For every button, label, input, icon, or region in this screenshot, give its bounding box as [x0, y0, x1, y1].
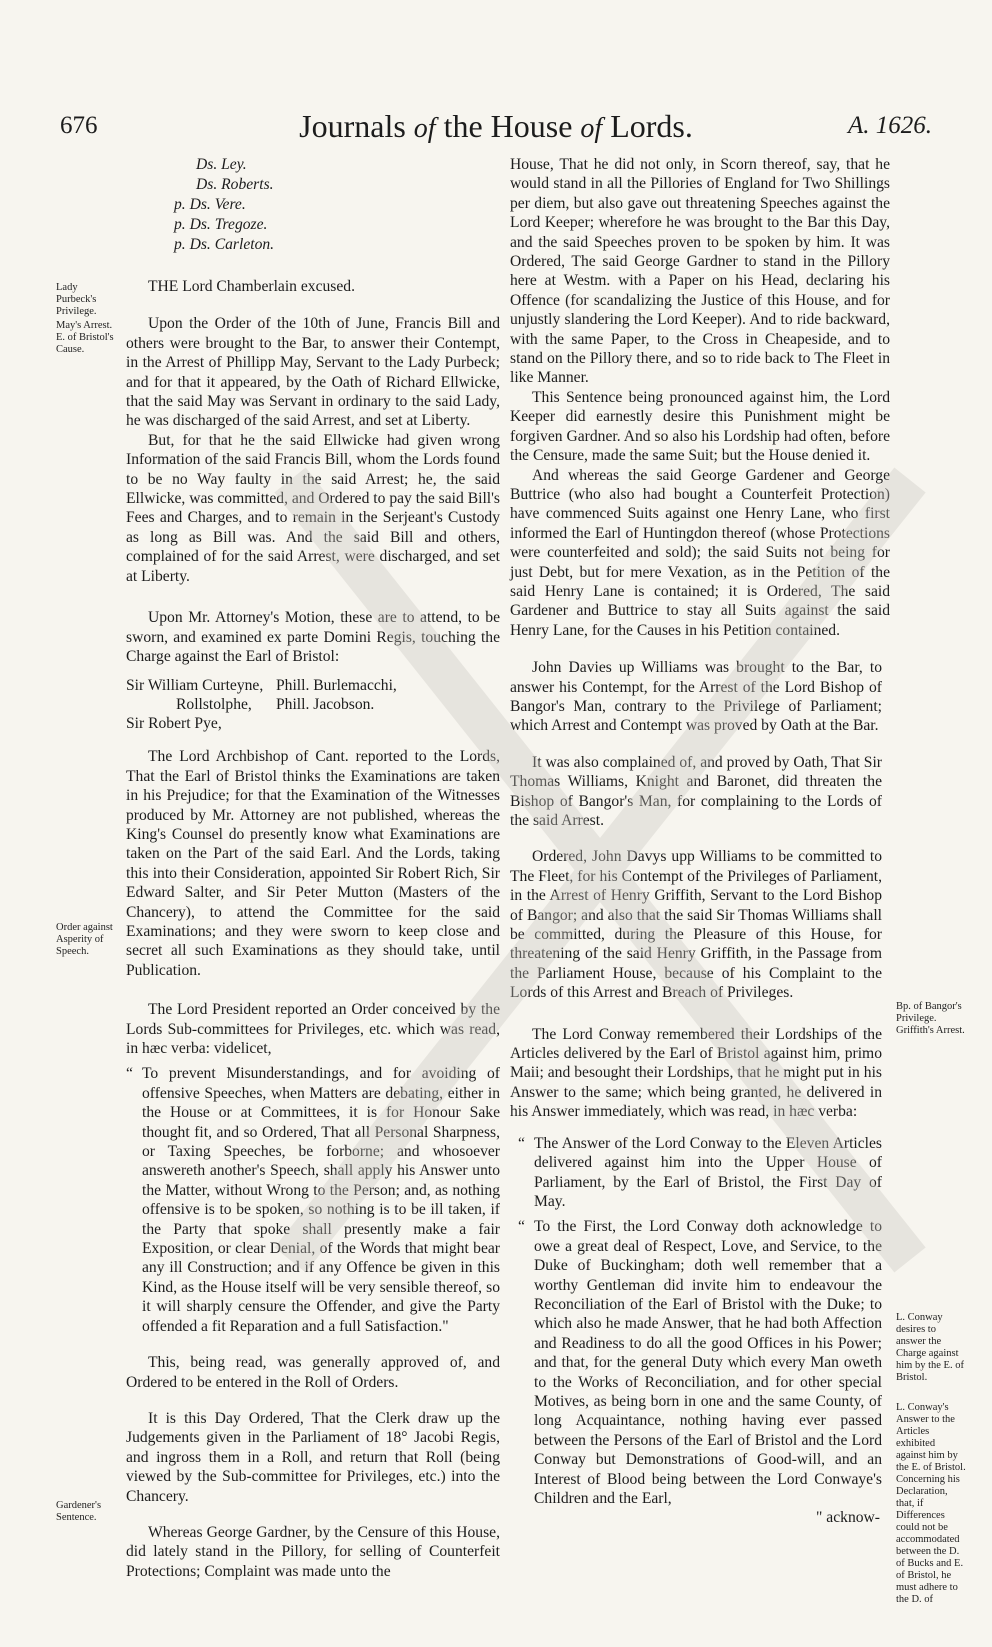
margin-note-conway-desires: L. Conway desires to answer the Charge against him by the E. of Bristol. — [896, 1312, 964, 1383]
witness-list — [126, 676, 500, 733]
page-year: A. 1626. — [847, 112, 932, 139]
attendance-list — [174, 155, 500, 255]
order-quote — [126, 1064, 500, 1336]
answer-first-article: To the First, the Lord Conway doth acknowledge to owe a great deal of Respect, Love, and Service, to the Duke of Buckingham; doth well remember that a worthy Gentleman did invite him to endeavour the Reconciliation of the Earl of Bristol with the Duke; to which also he made Answer, that he had both Affection and Readiness to do all the good Offices in his Power; and that, for the general Duty which every Man oweth to the Works of Reconciliation, and for other special Motives, as being born in one and the same County, of long Acquaintance, nothing having ever passed between the Persons of the Earl of Bristol and the Lord Conway but Demonstrations of Good-will, and an Interest of Blood being between the Lord Conwaye's Children and the Earl, — [534, 1218, 882, 1507]
para-gardner-start: Whereas George Gardner, by the Censure of this House, did lately stand in the Pillory, for selling of Counterfeit Protections; Complaint was made unto the — [126, 1523, 500, 1580]
lord-carleton: p. Ds. Carleton. — [174, 236, 275, 253]
lord-ley: Ds. Ley. — [196, 156, 247, 173]
lord-tregoze: p. Ds. Tregoze. — [174, 216, 268, 233]
page-number: 676 — [60, 112, 98, 139]
para-buttrice: And whereas the said George Gardener and George Buttrice (who also had bought a Counterfeit Protection) have commenced Suits against one Henry Lane, who first informed the Earl of Huntingdon thereof (whose Protections were counterfeited and sold); the said Suits not being for just Debt, but for mere Vexation, as in the Petition of the said Henry Lane is contained; it is Ordered, The said Gardener and Buttrice to stay all Suits against the said Henry Lane, for the Causes in his Petition contained. — [510, 466, 890, 639]
para-sentence-pronounced: This Sentence being pronounced against him, the Lord Keeper did earnestly desire this Punishment might be forgiven Gardner. And so also his Lordship had often, before the Censure, made the same Suit; but the House denied it. — [510, 388, 890, 465]
para-davies-williams: John Davies up Williams was brought to the Bar, to answer his Contempt, for the Arrest of the Lord Bishop of Bangor's Man, contrary to the Privilege of Parliament; which Arrest and Contempt was proved by Oath at the Bar. — [510, 659, 882, 735]
quote-mark: “ — [126, 1065, 133, 1083]
witness-2: Phill. Burlemacchi, — [276, 677, 397, 695]
witness-4: Phill. Jacobson. — [276, 696, 375, 714]
conway-answer-quote: “ The Answer of the Lord Conway to the Eleven Articles delivered against him into the Upper House of Parliament, by the Earl of Bristol, the First Day of May. “ To the First, the Lord Conway doth acknowledge to owe a great deal of Respect, Love, and Service, to the Duke of Buckingham; doth well remember that a worthy Gentleman did invite him to endeavour the Reconciliation of the Earl of Bristol with the Duke; to which also he made Answer, that he had both Affection and Readiness to do all the good Offices in his Power; and that, for the general Duty which every Man oweth to the Works of Reconciliation, and for other special Motives, as being born in one and the same County, of long Acquaintance, nothing having ever passed between the Persons of the Earl of Bristol and the Lord Conway but Demonstrations of Good-will, and an Interest of Blood being between the Lord Conwaye's Children and the Earl, — [518, 1134, 882, 1507]
witness-5: Sir Robert Pye, — [126, 715, 222, 733]
para-attorney-motion: Upon Mr. Attorney's Motion, these are to attend, to be sworn, and examined ex parte Domini Regis, touching the Charge against the Earl of Bristol: — [126, 609, 500, 665]
left-column — [126, 155, 500, 1581]
para-lord-president: The Lord President reported an Order conceived by the Lords Sub-committees for Privileges, etc. which was read, in hæc verba: videlicet, — [126, 1001, 500, 1057]
running-title: Journals of the House of Lords. — [299, 108, 693, 144]
order-text: To prevent Misunderstandings, and for avoiding of offensive Speeches, when Matters are debating, either in the House or at Committees, it is for Honour Sake thought fit, and so Ordered, That all Personal Sharpness, or Taxing Speeches, be forborne; and whosoever answereth another's Speech, shall apply his Answer unto the Matter, without Wrong to the Person; and, as nothing offensive is to be spoken, so nothing is to be ill taken, if the Party that spoke shall presently make a fair Exposition, or clear Denial, of the Words that might bear any ill Construction; and if any Offence be given in this Kind, as the House itself will be very sensible thereof, so it will sharply censure the Offender, and give the Party offended a fit Reparation and a full Satisfaction." — [142, 1065, 500, 1335]
para-thomas-williams: It was also complained of, and proved by Oath, That Sir Thomas Williams, Knight and Baronet, did threaten the Bishop of Bangor's Man, for complaining to the Lords of the said Arrest. — [510, 753, 882, 829]
para-gardner-cont: House, That he did not only, in Scorn thereof, say, that he would stand in all the Pillories of England for Two Shillings per diem, but also gave out threatening Speeches against the Lord Keeper; wherefore he was brought to the Bar this Day, and the said Speeches proven to be spoken by him. It was Ordered, The said George Gardner to stand in the Pillory here at Westm. with a Paper on his Head, declaring his Offence (for scandalizing the Justice of this House, and for unjustly slandering the Lord Keeper). And to ride backward, with the same Paper, to the Cross in Cheapeside, and to stand on the Pillory there, and so to ride back to The Fleet in like Manner. — [510, 156, 890, 387]
para-archbishop-report: The Lord Archbishop of Cant. reported to the Lords, That the Earl of Bristol thinks the Examinations are taken in his Prejudice; for that the Examination of the Witnesses produced by Mr. Attorney are not published, whereas the King's Counsel do presently know what Examinations are taken on the Part of the said Earl. And the Lords, taking this into their Consideration, appointed Sir Robert Rich, Sir Edward Salter, and Sir Peter Mutton (Masters of the Chancery), to attend the Committee for the said Examinations; and they were sworn to keep close and secret all such Examinations as they should take, until Publication. — [126, 748, 500, 979]
margin-note-lady-purbeck: Lady Purbeck's Privilege. — [56, 282, 97, 317]
witness-3: Rollstolphe, — [176, 696, 252, 714]
para-conway-remembered: The Lord Conway remembered their Lordships of the Articles delivered by the Earl of Bristol against him, primo Maii; and besought their Lordships, that he might put in his Answer to the same; which being granted, he delivered in his Answer immediately, which was read, in hæc verba: — [510, 1025, 882, 1121]
page-header — [0, 104, 992, 150]
lord-roberts: Ds. Roberts. — [196, 176, 274, 193]
para-chamberlain: THE Lord Chamberlain excused. — [148, 278, 355, 295]
right-column — [510, 155, 890, 1528]
margin-note-mays-arrest: May's Arrest. E. of Bristol's Cause. — [56, 320, 114, 355]
para-ellwicke: But, for that he the said Ellwicke had given wrong Information of the said Francis Bill, whom the Lords found to be no Way faulty in the said Arrest; he, the said Ellwicke, was committed, and Ordered to pay the said Bill's Fees and Charges, and to remain in the Serjeant's Custody as long as Bill was. And the said Bill and others, complained of for the said Arrest, were discharged, and set at Liberty. — [126, 431, 500, 585]
para-clerk-order: It is this Day Ordered, That the Clerk draw up the Judgements given in the Parliament of 18° Jacobi Regis, and ingross them in a Roll, and return that Roll (being viewed by the Sub-committee for Privileges, etc.) into the Chancery. — [126, 1409, 500, 1505]
witness-1: Sir William Curteyne, — [126, 677, 264, 695]
para-ordered-davys: Ordered, John Davys upp Williams to be committed to The Fleet, for his Contempt of the Privileges of Parliament, in the Arrest of Henry Griffith, Servant to the Lord Bishop of Bangor; and also that the said Sir Thomas Williams shall be committed, during the Pleasure of this House, for threatening of the said Henry Griffith, in the Passage from the Parliament House, because of his Complaint to the Lords of this Arrest and Breach of Privileges. — [510, 848, 882, 1002]
margin-note-bangor: Bp. of Bangor's Privilege. Griffith's Arrest. — [896, 1001, 965, 1036]
margin-note-conway-answer: L. Conway's Answer to the Articles exhibited against him by the E. of Bristol. Concerning his Declaration, that, if Differences could not be accommodated between the D. of Bucks and E. of Bristol, he must adhere to the D. of — [896, 1402, 966, 1605]
lord-vere: p. Ds. Vere. — [174, 196, 246, 213]
catchword: " acknow- — [816, 1509, 880, 1527]
answer-heading: The Answer of the Lord Conway to the Eleven Articles delivered against him into the Upper House of Parliament, by the Earl of Bristol, the First Day of May. — [534, 1134, 882, 1210]
para-francis-bill: Upon the Order of the 10th of June, Francis Bill and others were brought to the Bar, to answer their Contempt, in the Arrest of Phillipp May, Servant to the Lady Purbeck; and for that it appeared, by the Oath of Richard Ellwicke, that the said May was Servant in ordinary to the said Lady, he was discharged of the said Arrest, and set at Liberty. — [126, 315, 500, 430]
margin-note-order-asperity: Order against Asperity of Speech. — [56, 922, 113, 957]
para-approved: This, being read, was generally approved of, and Ordered to be entered in the Roll of Orders. — [126, 1354, 500, 1391]
witness-6 — [276, 714, 446, 733]
margin-note-gardener: Gardener's Sentence. — [56, 1500, 102, 1523]
